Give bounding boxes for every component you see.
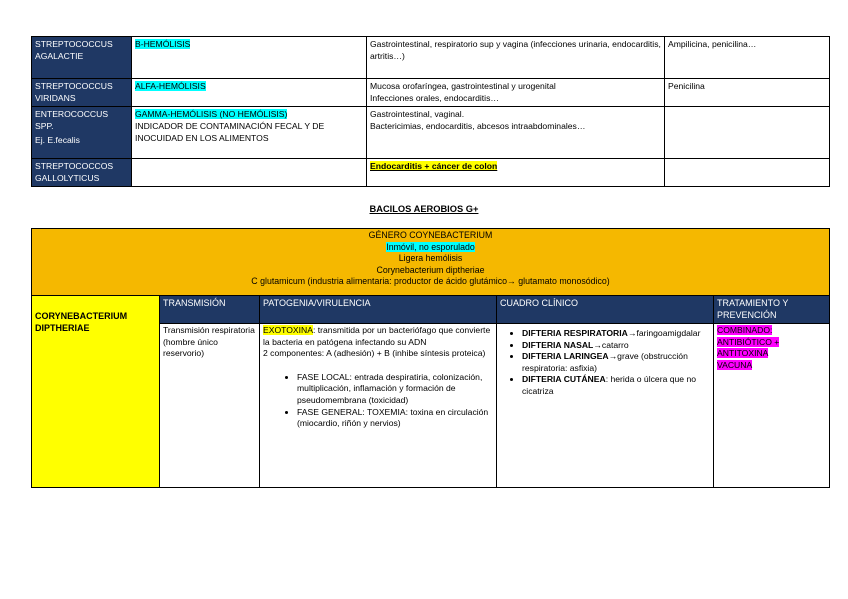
- genus-species: Corynebacterium diptheriae: [376, 264, 485, 275]
- treatment-line: ANTITOXINA: [717, 348, 769, 359]
- clinical-cell: [497, 324, 714, 488]
- treatment-line: ANTIBIÓTICO +: [717, 336, 780, 347]
- toxin-label: EXOTOXINA: [263, 325, 313, 335]
- bacilos-table: [31, 228, 830, 488]
- header-clinical: CUADRO CLÍNICO: [497, 296, 714, 324]
- hemolysis-cell: [132, 107, 367, 159]
- treatment-line: COMBINADO:: [717, 325, 773, 335]
- genus-header: [32, 229, 830, 296]
- hemolysis-cell: [132, 37, 367, 79]
- header-transmission: TRANSMISIÓN: [160, 296, 260, 324]
- organism-name: STREPTOCOCCOS GALLOLYTICUS: [32, 159, 132, 187]
- organism-name: STREPTOCOCCUS AGALACTIE: [32, 37, 132, 79]
- list-item: • FASE GENERAL: TOXEMIA: toxina en circulación (miocardio, riñón y nervios): [297, 407, 493, 430]
- clinical-list: [500, 328, 710, 398]
- genus-industrial: C glutamicum (industria alimentaria: productor de ácido glutámico→ glutamato monosódico): [251, 276, 610, 287]
- organism-name: ENTEROCOCCUS SPP. Ej. E.fecalis: [32, 107, 132, 159]
- genus-title: GÉNERO COYNEBACTERIUM: [368, 230, 493, 240]
- genus-motility: Inmóvil, no esporulado: [386, 241, 475, 252]
- location-cell: Gastrointestinal, vaginal. Bactericimias, endocarditis, abcesos intraabdominales…: [367, 107, 665, 159]
- genus-row: [32, 229, 830, 296]
- treatment-prevention-cell: [714, 324, 830, 488]
- location-cell: Mucosa orofaríngea, gastrointestinal y urogenital Infecciones orales, endocarditis…: [367, 79, 665, 107]
- treatment-cell: [665, 107, 830, 159]
- highlighted-location: Endocarditis + cáncer de colon: [370, 161, 498, 171]
- hemolysis-cell: [132, 159, 367, 187]
- genus-hemolysis: Ligera hemólisis: [398, 253, 463, 264]
- list-item: • DIFTERIA NASAL→catarro: [522, 340, 710, 352]
- hemolysis-label: ALFA-HEMÓLISIS: [135, 81, 206, 91]
- section-title: BACILOS AEROBIOS G+: [369, 204, 479, 214]
- header-treatment: TRATAMIENTO Y PREVENCIÓN: [714, 296, 830, 324]
- treatment-cell: [665, 159, 830, 187]
- hemolysis-label: GAMMA-HEMÓLISIS (NO HEMÓLISIS): [135, 109, 288, 119]
- hemolysis-label: B-HEMÓLISIS: [135, 39, 191, 49]
- phase-list: [263, 372, 493, 430]
- table-row: [32, 107, 830, 159]
- organism-name: STREPTOCOCCUS VIRIDANS: [32, 79, 132, 107]
- hemolysis-note: INDICADOR DE CONTAMINACIÓN FECAL Y DE INOCUIDAD EN LOS ALIMENTOS: [135, 121, 325, 143]
- list-item: • DIFTERIA CUTÁNEA: herida o úlcera que no cicatriza: [522, 374, 710, 397]
- streptococcus-table: [31, 36, 830, 187]
- table-row: [32, 79, 830, 107]
- header-pathogenesis: PATOGENIA/VIRULENCIA: [260, 296, 497, 324]
- header-row: [32, 296, 830, 324]
- table-row: [32, 159, 830, 187]
- transmission-cell: Transmisión respiratoria (hombre único reservorio): [160, 324, 260, 488]
- list-item: • FASE LOCAL: entrada despiratiria, colonización, multiplicación, inflamación y formación de pseudomembrana (toxicidad): [297, 372, 493, 407]
- organism-example: Ej. E.fecalis: [35, 135, 80, 145]
- location-cell: [367, 159, 665, 187]
- pathogenesis-cell: [260, 324, 497, 488]
- treatment-cell: Penicilina: [665, 79, 830, 107]
- treatment-cell: Ampilicina, penicilina…: [665, 37, 830, 79]
- list-item: • DIFTERIA LARINGEA→grave (obstrucción respiratoria: asfixia): [522, 351, 710, 374]
- species-cell: CORYNEBACTERIUM DIPTHERIAE: [32, 296, 160, 488]
- table-row: [32, 37, 830, 79]
- location-cell: Gastrointestinal, respiratorio sup y vagina (infecciones urinaria, endocarditis, artritis…): [367, 37, 665, 79]
- hemolysis-cell: [132, 79, 367, 107]
- toxin-description: : transmitida por un bacteriófago que convierte la bacteria en patógena infectando su ADN: [263, 325, 491, 347]
- toxin-components: 2 componentes: A (adhesión) + B (inhibe síntesis proteica): [263, 348, 486, 359]
- treatment-line: VACUNA: [717, 359, 753, 370]
- list-item: • DIFTERIA RESPIRATORIA→faringoamigdalar: [522, 328, 710, 340]
